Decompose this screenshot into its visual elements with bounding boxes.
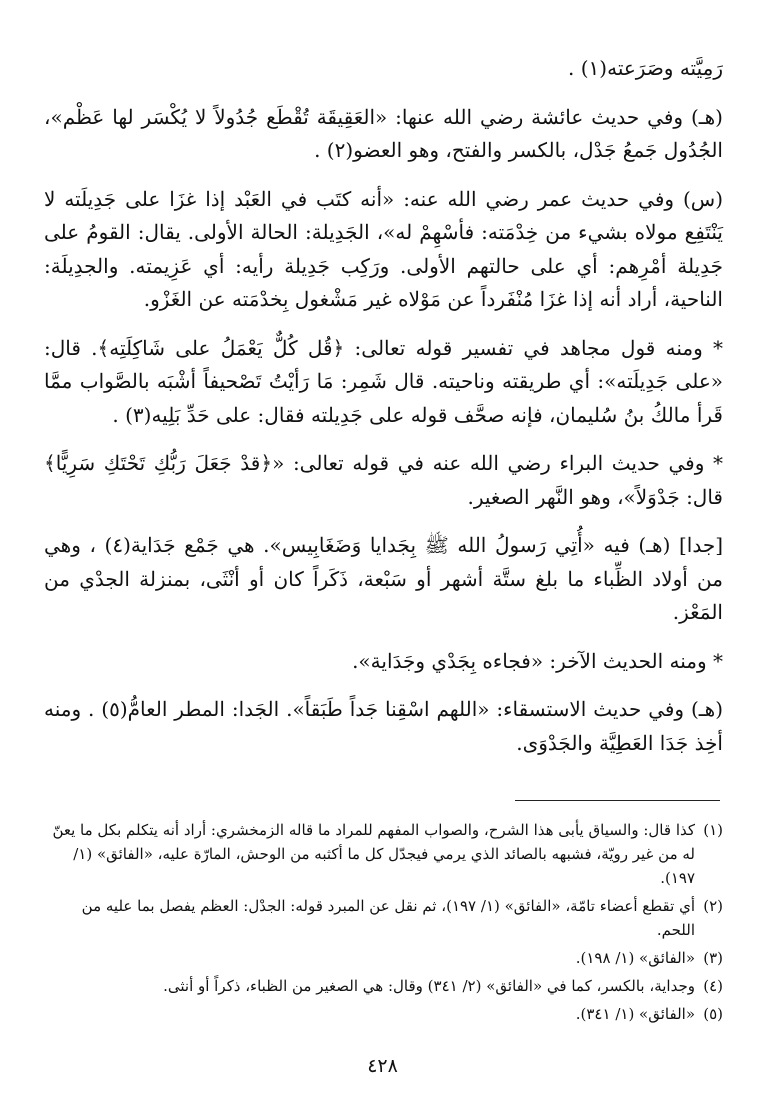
- footnote-2: [44, 894, 723, 942]
- footnote-number: (٢): [703, 897, 723, 915]
- footnote-1: [44, 818, 723, 890]
- footnote-text: أي تقطع أعضاء تامّة، «الفائق» (١/ ١٩٧)، ثم نقل عن المبرد قوله: الجدْل: العظم يفصل بما عليه من اللحم.: [81, 897, 695, 939]
- paragraph-4: * ومنه قول مجاهد في تفسير قوله تعالى: ﴿قُل كُلٌّ يَعْمَلُ على شَاكِلَتِه﴾. قال: «على جَدِيلَته»: أي طريقته وناحيته. قال شَمِر: مَا رَأيْتُ تَصْحيفاً أشْبَه بالصَّواب ممَّا قَرأ مالكُ بنُ سُليمان، فإنه صحَّف قوله على جَدِيلته فقال: على حَدِّ بَلِيه(٣) .: [44, 335, 723, 427]
- footnotes-section: [44, 818, 723, 1030]
- footnote-divider: [515, 800, 720, 801]
- paragraph-1: رَمِيَّته وصَرَعته(١) .: [568, 56, 723, 80]
- paragraph-7: * ومنه الحديث الآخر: «فجاءه بِجَدْي وجَدَاية».: [352, 648, 723, 673]
- paragraph-8: (هـ) وفي حديث الاستسقاء: «اللهم اسْقِنا جَداً طَبَقاً». الجَدا: المطر العامُّ(٥) . ومنه أخِذ جَدَا العَطِيَّة والجَدْوَى.: [44, 697, 723, 755]
- footnote-number: (٣): [703, 949, 723, 967]
- footnote-4: [44, 974, 723, 998]
- paragraph-2: (هـ) وفي حديث عائشة رضي الله عنها: «العَقِيقَة تُقْطَع جُدُولاً لا يُكْسَر لها عَظْم»، الجُدُول جَمعُ جَدْل، بالكسر والفتح، وهو العضو(٢) .: [44, 104, 723, 162]
- footnote-text: كذا قال: والسياق يأبى هذا الشرح، والصواب المفهم للمراد ما قاله الزمخشري: أراد أنه يتكلم بكل ما يعنّ له من غير رويّة، فشبهه بالصائد الذي يرمي فيجدّل كل ما أكثبه من الوحش، المارّة عليه، «الفائق» (١/ ١٩٧).: [52, 821, 695, 887]
- footnote-3: [44, 946, 723, 970]
- footnote-number: (٤): [703, 977, 723, 995]
- footnote-5: [44, 1002, 723, 1026]
- paragraph-3: (س) وفي حديث عمر رضي الله عنه: «أنه كتَب في العَبْد إذا غزَا على جَدِيلَته لا يَنْتَفِع مولاه بشيء من خِدْمَته: فأسْهِمْ له»، الجَدِيلة: الحالة الأولى. يقال: القومُ على جَدِيلة أمْرِهم: أي على حالتهم الأولى. ورَكِب جَدِيلة رأيه: أي عَزِيمته. والجدِيلَة: الناحية، أراد أنه إذا غزَا مُنْفَرداً عن مَوْلاه غير مَشْغول بِخدْمَته عن الغَزْو.: [44, 186, 723, 311]
- footnote-text: «الفائق» (١/ ٣٤١).: [575, 1005, 695, 1023]
- footnote-text: «الفائق» (١/ ١٩٨).: [575, 949, 695, 967]
- paragraph-5: * وفي حديث البراء رضي الله عنه في قوله تعالى: «﴿قدْ جَعَلَ رَبُّكِ تَحْتَكِ سَرِيًّا﴾ قال: جَدْوَلاً»، وهو النَّهر الصغير.: [44, 451, 723, 509]
- paragraph-6: [جدا] (هـ) فيه «أُتِي رَسولُ الله ﷺ بِجَدايا وَضَغَابِيس». هي جَمْع جَدَاية(٤) ، وهي من أولاد الظِّباء ما بلغ ستَّة أشهر أو سَبْعة، ذَكَراً كان أو أنْثَى، بمنزلة الجدْي من المَعْز.: [44, 533, 723, 624]
- footnote-number: (٥): [703, 1005, 723, 1023]
- footnote-number: (١): [703, 821, 723, 839]
- page-number: ٤٢٨: [367, 1055, 398, 1077]
- footnote-text: وجداية، بالكسر، كما في «الفائق» (٢/ ٣٤١) وقال: هي الصغير من الظباء، ذكراً أو أنثى.: [163, 977, 695, 995]
